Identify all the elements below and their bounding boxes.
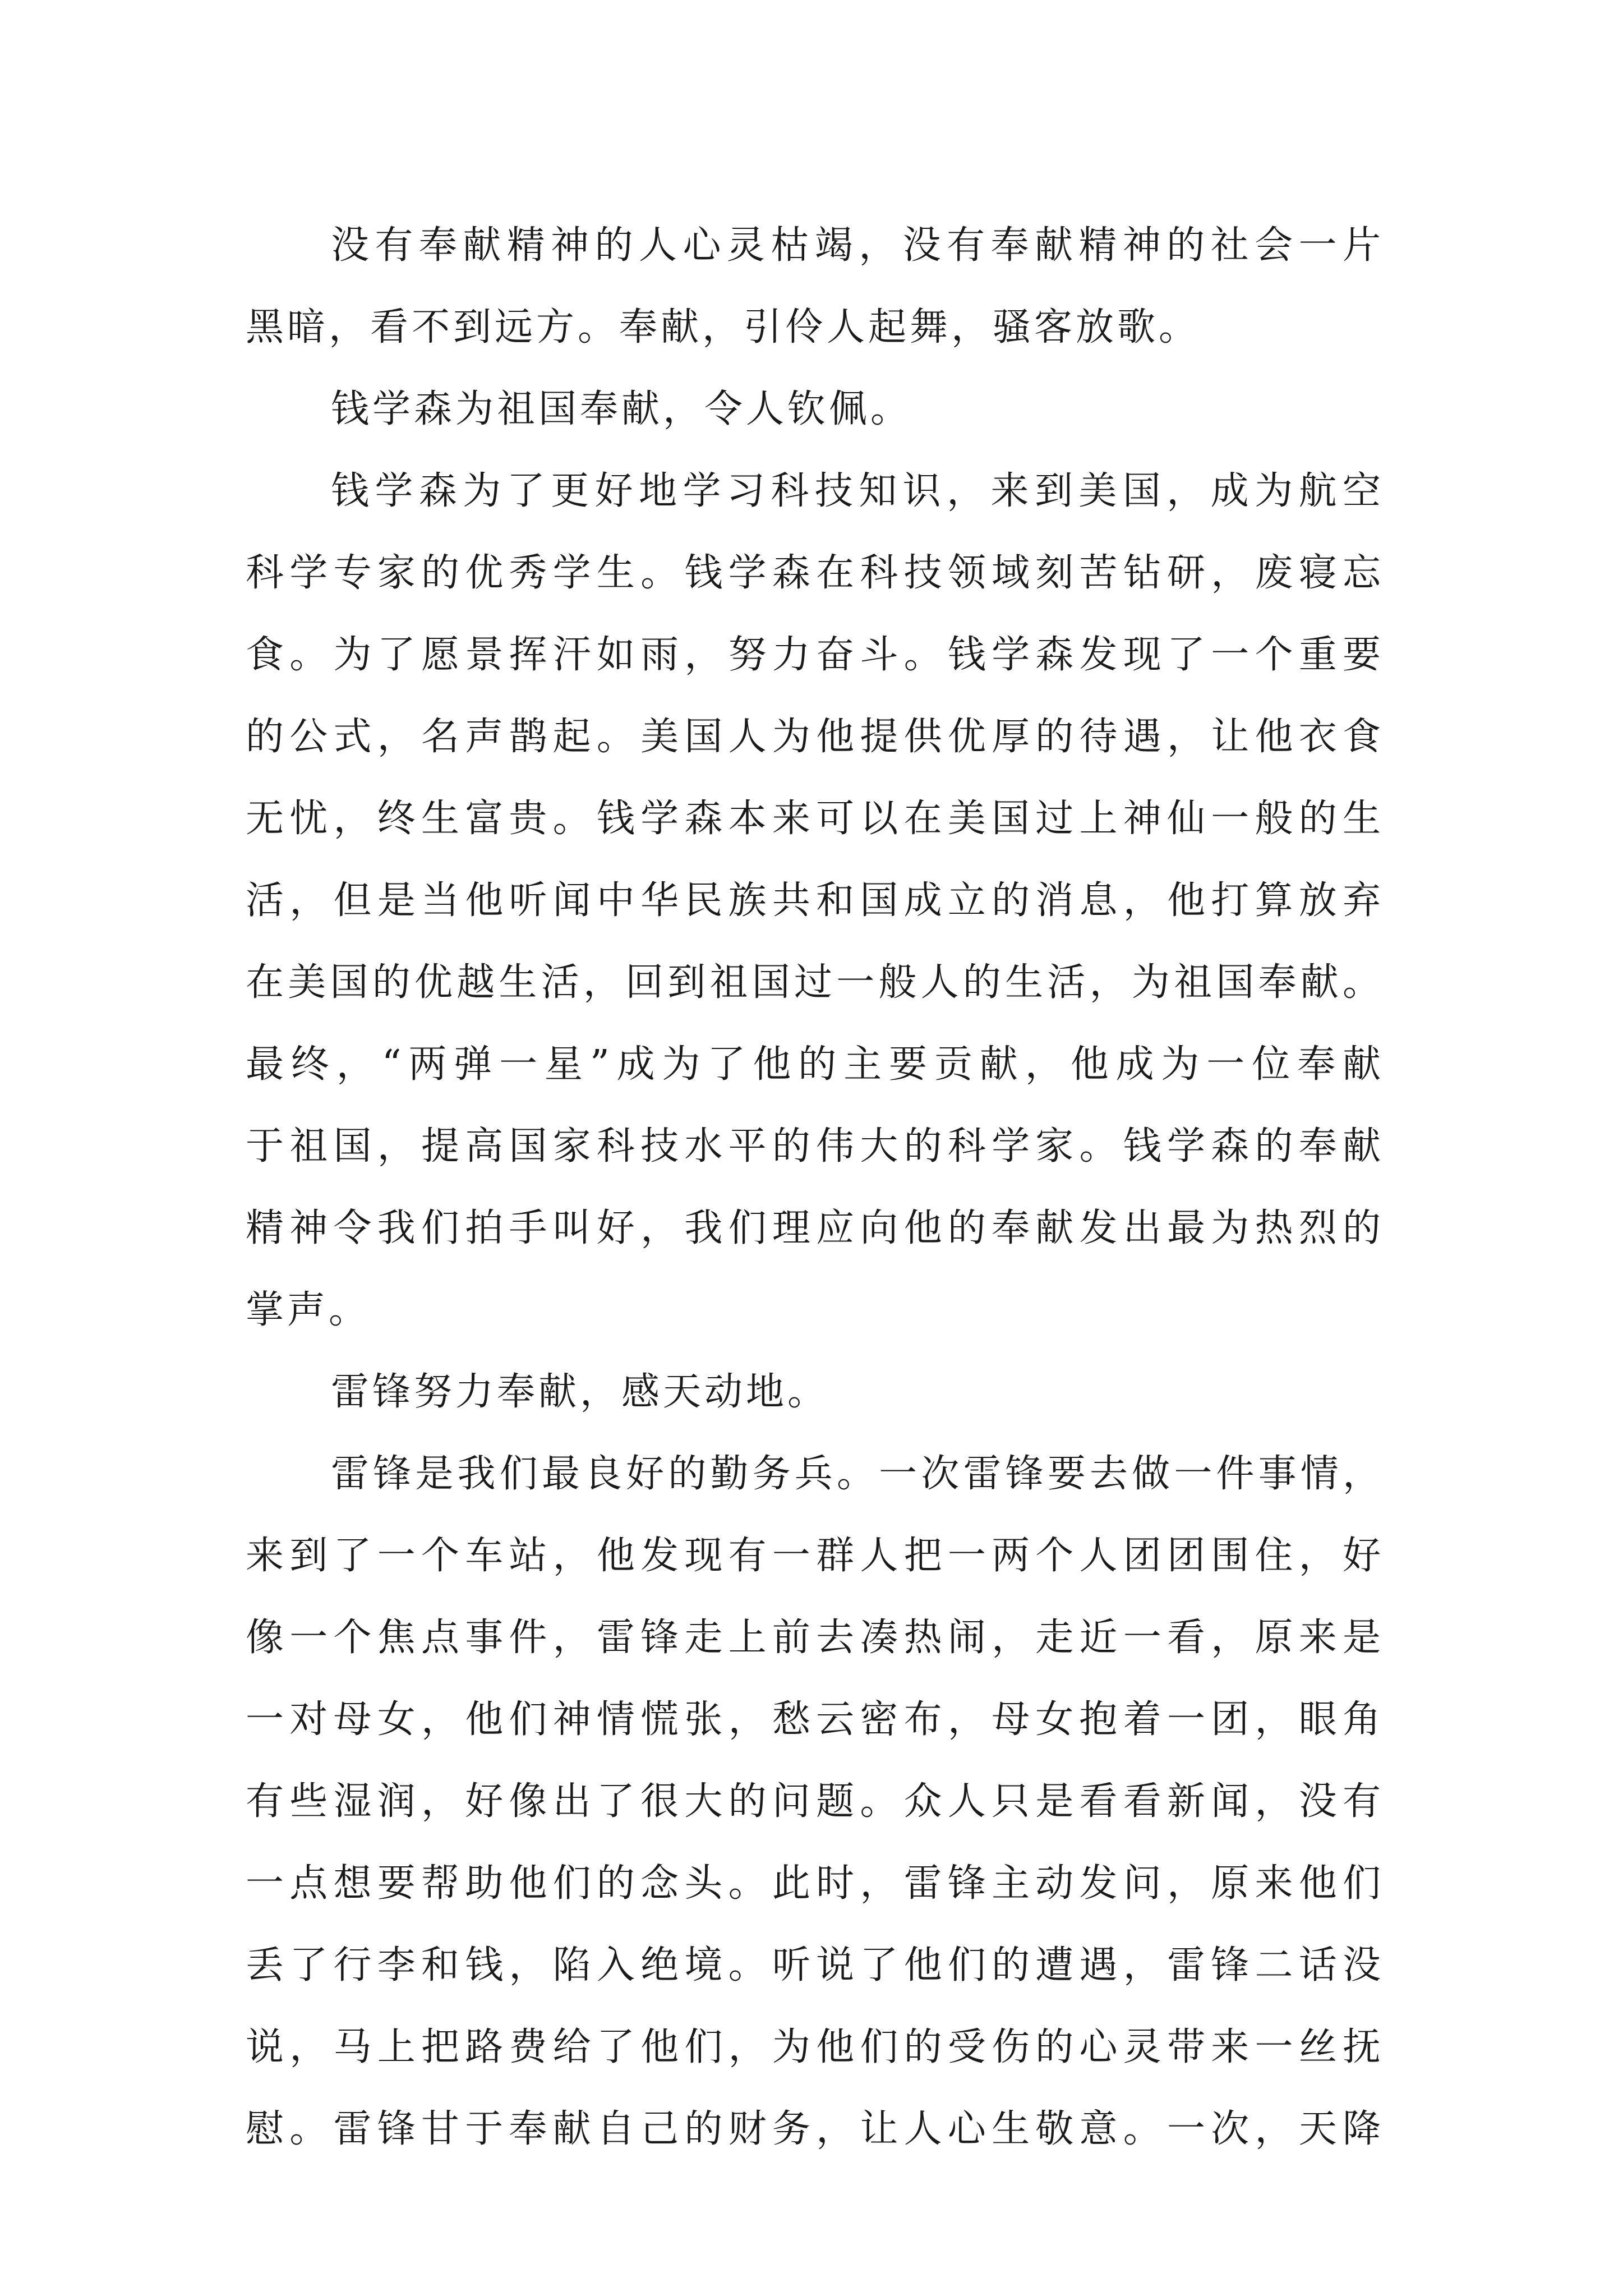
text-line: 的公式，名声鹊起。美国人为他提供优厚的待遇，让他衣食 [246, 715, 1384, 759]
text-line: 有些湿润，好像出了很大的问题。众人只是看看新闻，没有 [246, 1779, 1384, 1824]
text-line: 无忧，终生富贵。钱学森本来可以在美国过上神仙一般的生 [246, 797, 1384, 841]
text-line: 钱学森为祖国奉献，令人钦佩。 [331, 387, 912, 431]
text-line: 丢了行李和钱，陷入绝境。听说了他们的遭遇，雷锋二话没 [246, 1943, 1384, 1987]
text-line: 慰。雷锋甘于奉献自己的财务，让人心生敬意。一次，天降 [246, 2107, 1384, 2151]
text-line: 黑暗，看不到远方。奉献，引伶人起舞，骚客放歌。 [246, 305, 1201, 349]
text-line: 食。为了愿景挥汗如雨，努力奋斗。钱学森发现了一个重要 [246, 633, 1384, 677]
text-line: 像一个焦点事件，雷锋走上前去凑热闹，走近一看，原来是 [246, 1616, 1384, 1660]
text-line: 一对母女，他们神情慌张，愁云密布，母女抱着一团，眼角 [246, 1697, 1384, 1742]
text-line: 一点想要帮助他们的念头。此时，雷锋主动发问，原来他们 [246, 1861, 1384, 1906]
text-line: 掌声。 [246, 1288, 371, 1332]
text-line: 来到了一个车站，他发现有一群人把一两个人团团围住，好 [246, 1534, 1384, 1578]
text-line: 雷锋努力奉献，感天动地。 [331, 1370, 829, 1414]
text-line: 科学专家的优秀学生。钱学森在科技领域刻苦钻研，废寝忘 [246, 551, 1384, 595]
text-line: 没有奉献精神的人心灵枯竭，没有奉献精神的社会一片 [331, 223, 1384, 268]
text-line: 于祖国，提高国家科技水平的伟大的科学家。钱学森的奉献 [246, 1124, 1384, 1168]
body-text [246, 205, 1384, 2170]
text-line: 说，马上把路费给了他们，为他们的受伤的心灵带来一丝抚 [246, 2025, 1384, 2069]
text-line: 钱学森为了更好地学习科技知识，来到美国，成为航空 [331, 469, 1384, 513]
text-line: 精神令我们拍手叫好，我们理应向他的奉献发出最为热烈的 [246, 1206, 1384, 1250]
text-line: 在美国的优越生活，回到祖国过一般人的生活，为祖国奉献。 [246, 960, 1384, 1005]
text-line: 最终，“两弹一星”成为了他的主要贡献，他成为一位奉献 [246, 1042, 1384, 1087]
text-line: 活，但是当他听闻中华民族共和国成立的消息，他打算放弃 [246, 878, 1384, 923]
text-line: 雷锋是我们最良好的勤务兵。一次雷锋要去做一件事情， [331, 1452, 1384, 1496]
